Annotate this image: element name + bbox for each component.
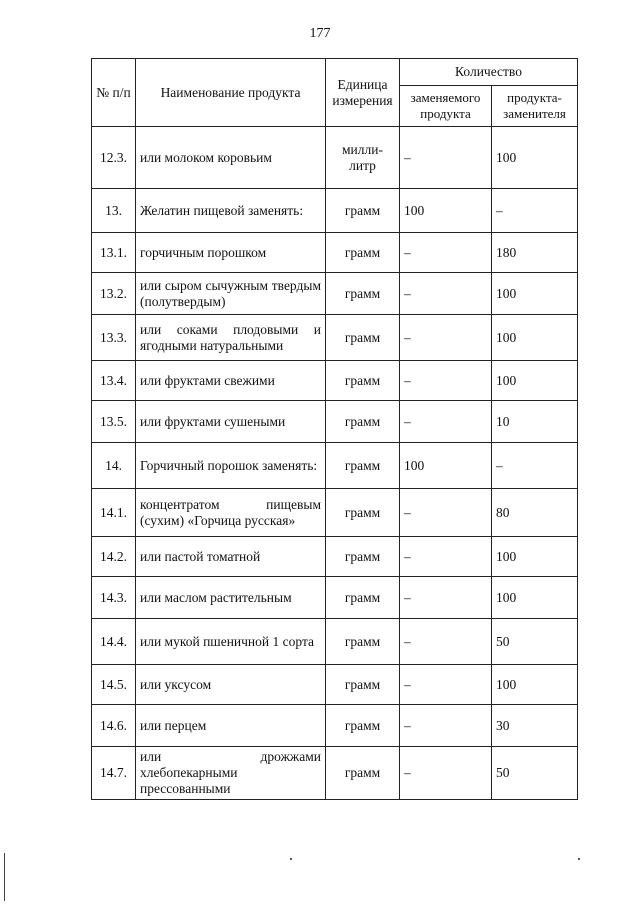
replaced-quantity: – [400,537,492,577]
unit-of-measure: грамм [326,705,400,747]
replaced-quantity: – [400,315,492,361]
table-row [92,233,578,273]
substitute-quantity: 180 [492,233,578,273]
row-number: 12.3. [92,127,136,189]
table-row [92,537,578,577]
replaced-quantity: – [400,127,492,189]
replaced-quantity: – [400,705,492,747]
product-name: или молоком коровьим [136,127,326,189]
product-name: или фруктами сушеными [136,401,326,443]
row-number: 14.3. [92,577,136,619]
unit-of-measure: грамм [326,537,400,577]
row-number: 13.2. [92,273,136,315]
product-name: или уксусом [136,665,326,705]
unit-of-measure: грамм [326,619,400,665]
scan-speck [578,858,580,860]
row-number: 14.7. [92,747,136,800]
table-body [92,127,578,800]
substitute-quantity: 50 [492,747,578,800]
unit-of-measure: грамм [326,361,400,401]
replaced-quantity: 100 [400,189,492,233]
unit-of-measure: грамм [326,747,400,800]
row-number: 13.1. [92,233,136,273]
product-name: или перцем [136,705,326,747]
table-row [92,705,578,747]
substitute-quantity: 80 [492,489,578,537]
header-name: Наименование продукта [136,59,326,127]
row-number: 14.2. [92,537,136,577]
substitute-quantity: 50 [492,619,578,665]
substitute-quantity: 10 [492,401,578,443]
table-row [92,273,578,315]
table-row [92,577,578,619]
product-name: или соками плодовыми и ягодными натуральными [136,315,326,361]
product-name: или маслом растительным [136,577,326,619]
unit-of-measure: грамм [326,577,400,619]
table-row [92,443,578,489]
substitute-quantity: 30 [492,705,578,747]
substitute-quantity: 100 [492,577,578,619]
row-number: 13.4. [92,361,136,401]
substitute-quantity: 100 [492,315,578,361]
table-row [92,619,578,665]
substitute-quantity: – [492,443,578,489]
page-number: 177 [309,26,331,41]
substitute-quantity: 100 [492,127,578,189]
unit-of-measure: грамм [326,665,400,705]
table-row [92,315,578,361]
replaced-quantity: – [400,747,492,800]
unit-of-measure: грамм [326,233,400,273]
scan-speck [290,858,292,860]
product-name: горчичным порошком [136,233,326,273]
substitute-quantity: 100 [492,361,578,401]
product-name: или мукой пшеничной 1 сорта [136,619,326,665]
unit-of-measure: милли-литр [326,127,400,189]
row-number: 14.6. [92,705,136,747]
table-row [92,189,578,233]
header-unit: Единица измерения [326,59,400,127]
row-number: 14.5. [92,665,136,705]
replaced-quantity: – [400,273,492,315]
unit-of-measure: грамм [326,443,400,489]
header-replaced: заменяемого продукта [400,86,492,127]
table-row [92,489,578,537]
row-number: 14.1. [92,489,136,537]
product-name: или дрожжами хлебопекарными прессованными [136,747,326,800]
unit-of-measure: грамм [326,315,400,361]
unit-of-measure: грамм [326,189,400,233]
product-name: концентратом пищевым (сухим) «Горчица русская» [136,489,326,537]
replaced-quantity: 100 [400,443,492,489]
header-num: № п/п [92,59,136,127]
row-number: 13. [92,189,136,233]
replaced-quantity: – [400,619,492,665]
substitute-quantity: 100 [492,665,578,705]
table-row [92,127,578,189]
unit-of-measure: грамм [326,489,400,537]
replaced-quantity: – [400,665,492,705]
substitute-quantity: – [492,189,578,233]
product-name: или пастой томатной [136,537,326,577]
row-number: 14. [92,443,136,489]
table-row [92,747,578,800]
unit-of-measure: грамм [326,273,400,315]
replaced-quantity: – [400,489,492,537]
header-substitute: продукта-заменителя [492,86,578,127]
product-name: или фруктами свежими [136,361,326,401]
substitute-quantity: 100 [492,537,578,577]
row-number: 13.3. [92,315,136,361]
table-row [92,665,578,705]
product-name: Желатин пищевой заменять: [136,189,326,233]
substitution-table [91,58,578,800]
table-header [92,59,578,127]
replaced-quantity: – [400,577,492,619]
table-row [92,401,578,443]
header-quantity: Количество [400,59,578,86]
row-number: 14.4. [92,619,136,665]
table-row [92,361,578,401]
scan-edge-mark [4,853,5,901]
row-number: 13.5. [92,401,136,443]
replaced-quantity: – [400,401,492,443]
substitute-quantity: 100 [492,273,578,315]
product-name: или сыром сычужным твердым (полутвердым) [136,273,326,315]
unit-of-measure: грамм [326,401,400,443]
replaced-quantity: – [400,233,492,273]
replaced-quantity: – [400,361,492,401]
product-name: Горчичный порошок заменять: [136,443,326,489]
